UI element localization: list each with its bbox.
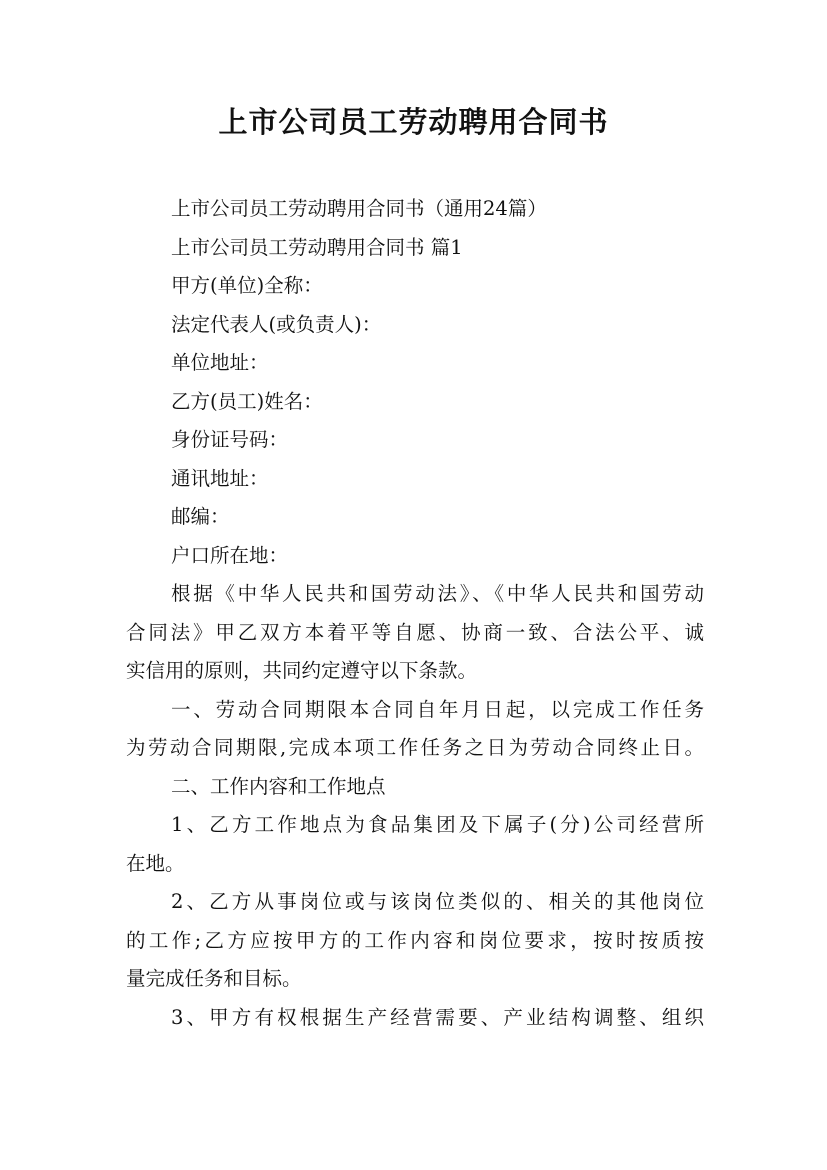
- paragraph-line: 一、劳动合同期限本合同自年月日起，以完成工作任务: [171, 697, 704, 721]
- paragraph-line: 2、乙方从事岗位或与该岗位类似的、相关的其他岗位: [171, 890, 704, 913]
- paragraph-line: 为劳动合同期限,完成本项工作任务之日为劳动合同终止日。: [126, 736, 704, 759]
- mailing-address-field: 通讯地址：: [171, 466, 269, 490]
- paragraph-line: 在地。: [126, 851, 185, 875]
- paragraph-line: 根据《中华人民共和国劳动法》、《中华人民共和国劳动: [171, 582, 704, 605]
- party-a-name-field: 甲方(单位)全称：: [171, 274, 323, 297]
- subtitle-line: 上市公司员工劳动聘用合同书（通用24篇）: [171, 197, 547, 220]
- document-title: 上市公司员工劳动聘用合同书: [218, 105, 609, 139]
- paragraph-line: 量完成任务和目标。: [126, 967, 302, 990]
- household-registration-field: 户口所在地：: [171, 543, 289, 567]
- paragraph-line: 的工作;乙方应按甲方的工作内容和岗位要求，按时按质按: [126, 928, 704, 952]
- document-body: [126, 190, 704, 1037]
- paragraph-line: 实信用的原则，共同约定遵守以下条款。: [126, 659, 478, 682]
- paragraph-line: 3、甲方有权根据生产经营需要、产业结构调整、组织: [171, 1005, 704, 1029]
- clause-heading: 二、工作内容和工作地点: [171, 774, 386, 798]
- postcode-field: 邮编：: [171, 505, 230, 528]
- section-heading: 上市公司员工劳动聘用合同书 篇1: [171, 235, 463, 259]
- company-address-field: 单位地址：: [171, 351, 269, 374]
- legal-representative-field: 法定代表人(或负责人)：: [171, 312, 382, 336]
- party-b-name-field: 乙方(员工)姓名：: [171, 389, 323, 413]
- paragraph-line: 1、乙方工作地点为食品集团及下属子(分)公司经营所: [171, 813, 704, 836]
- paragraph-line: 合同法》甲乙双方本着平等自愿、协商一致、合法公平、诚: [126, 620, 704, 644]
- id-number-field: 身份证号码：: [171, 428, 289, 451]
